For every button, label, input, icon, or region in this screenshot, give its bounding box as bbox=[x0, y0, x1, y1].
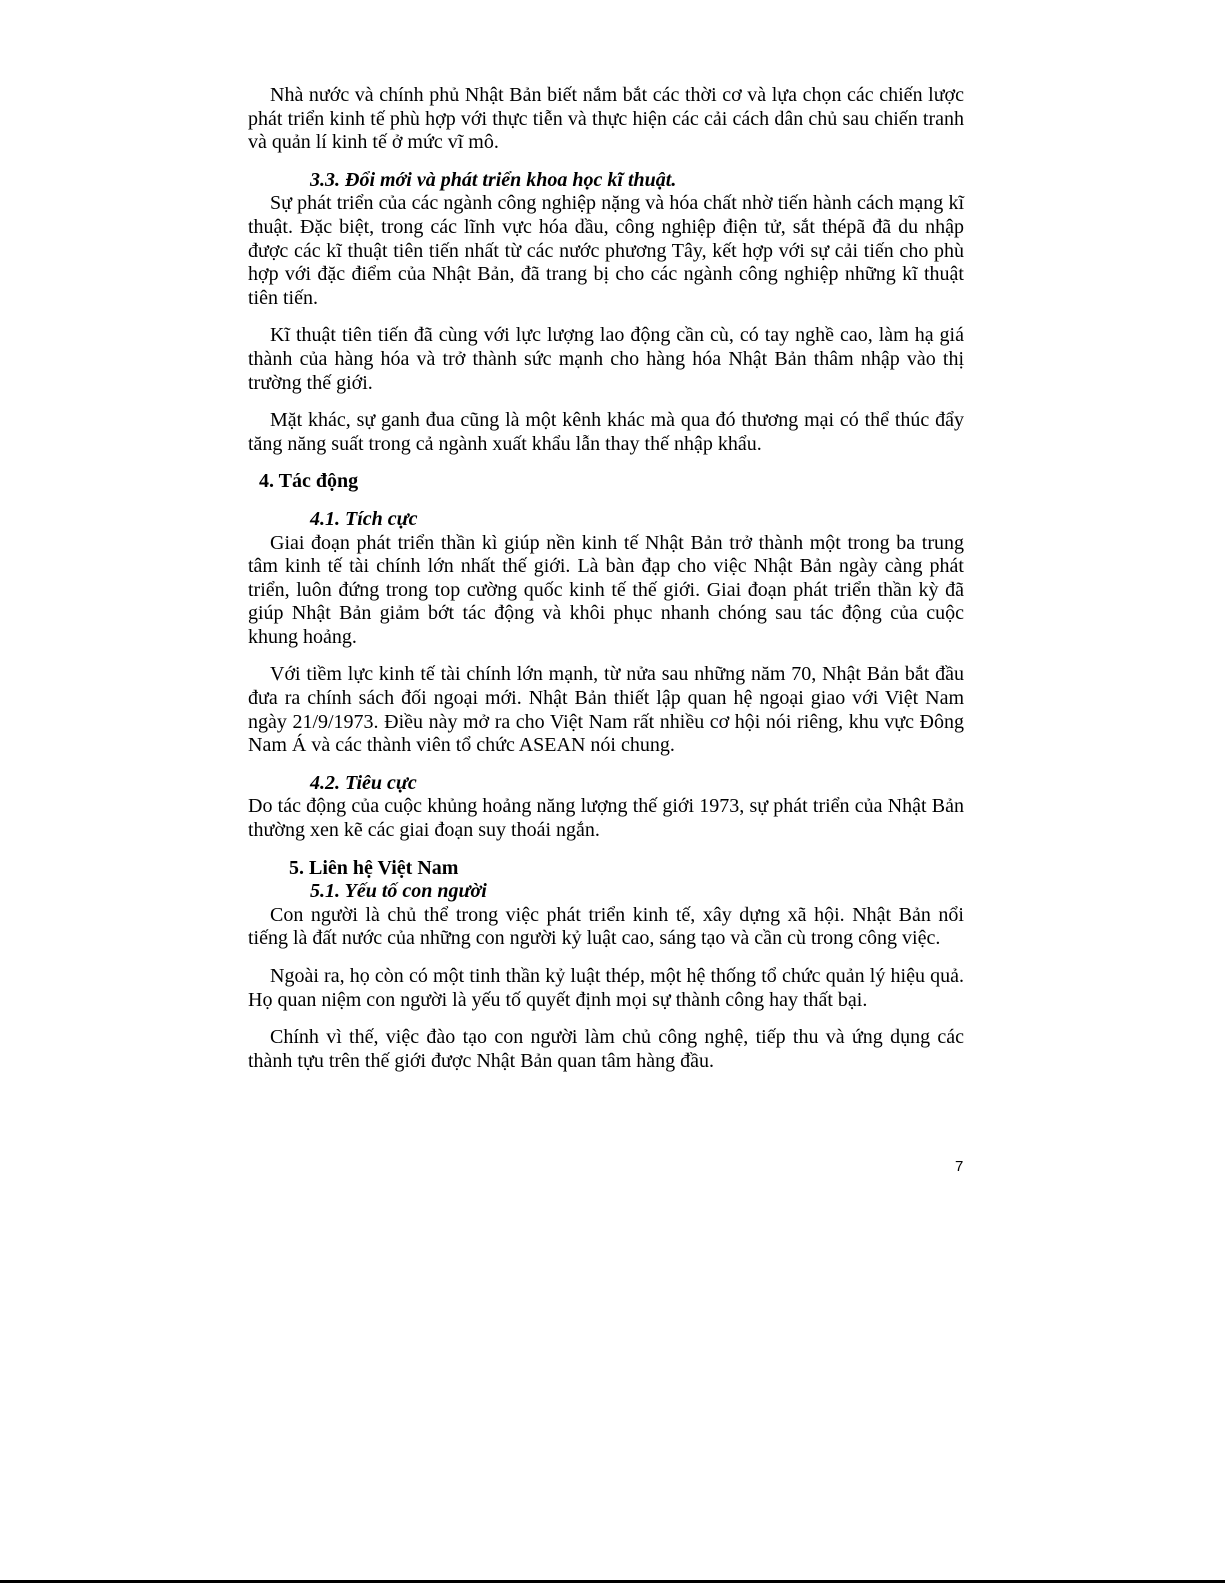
paragraph-5-1-c: Chính vì thế, việc đào tạo con người làm chủ công nghệ, tiếp thu và ứng dụng các thành tựu trên thế giới được Nhật Bản quan tâm hàng đầu. bbox=[248, 1026, 964, 1072]
paragraph-4-1-a: Giai đoạn phát triển thần kì giúp nền kinh tế Nhật Bản trở thành một trong ba trung tâm kinh tế tài chính lớn nhất thế giới. Là bàn đạp cho việc Nhật Bản ngày càng phát triển, luôn đứng trong top cường quốc kinh tế thế giới. Giai đoạn phát triển thần kỳ đã giúp Nhật Bản giảm bớt tác động và khôi phục nhanh chóng sau tác động của cuộc khung hoảng. bbox=[248, 531, 964, 648]
heading-3-3: 3.3. Đổi mới và phát triển khoa học kĩ thuật. bbox=[310, 168, 677, 191]
paragraph-3-3-b: Kĩ thuật tiên tiến đã cùng với lực lượng lao động cần cù, có tay nghề cao, làm hạ giá thành của hàng hóa và trở thành sức mạnh cho hàng hóa Nhật Bản thâm nhập vào thị trường thế giới. bbox=[248, 324, 964, 394]
heading-4: 4. Tác động bbox=[259, 470, 359, 493]
heading-5: 5. Liên hệ Việt Nam bbox=[289, 856, 459, 879]
document-page bbox=[248, 84, 964, 1073]
paragraph-3-3-c: Mặt khác, sự ganh đua cũng là một kênh khác mà qua đó thương mại có thể thúc đẩy tăng năng suất trong cả ngành xuất khẩu lẫn thay thế nhập khẩu. bbox=[248, 409, 964, 455]
paragraph-5-1-b: Ngoài ra, họ còn có một tinh thần kỷ luật thép, một hệ thống tổ chức quản lý hiệu quả. Họ quan niệm con người là yếu tố quyết định mọi sự thành công hay thất bại. bbox=[248, 965, 964, 1011]
heading-4-2: 4.2. Tiêu cực bbox=[310, 771, 417, 794]
paragraph-4-1-b: Với tiềm lực kinh tế tài chính lớn mạnh, từ nửa sau những năm 70, Nhật Bản bắt đầu đưa ra chính sách đối ngoại mới. Nhật Bản thiết lập quan hệ ngoại giao với Việt Nam ngày 21/9/1973. Điều này mở ra cho Việt Nam rất nhiều cơ hội nói riêng, khu vực Đông Nam Á và các thành viên tổ chức ASEAN nói chung. bbox=[248, 663, 964, 757]
paragraph-4-2: Do tác động của cuộc khủng hoảng năng lượng thế giới 1973, sự phát triển của Nhật Bản thường xen kẽ các giai đoạn suy thoái ngắn. bbox=[248, 795, 964, 842]
paragraph-3-3-a: Sự phát triển của các ngành công nghiệp nặng và hóa chất nhờ tiến hành cách mạng kĩ thuật. Đặc biệt, trong các lĩnh vực hóa dầu, công nghiệp điện tử, sắt thépã đã du nhập được các kĩ thuật tiên tiến nhất từ các nước phương Tây, kết hợp với sự cải tiến cho phù hợp với đặc điểm của Nhật Bản, đã trang bị cho các ngành công nghiệp những kĩ thuật tiên tiến. bbox=[248, 192, 964, 309]
paragraph-intro: Nhà nước và chính phủ Nhật Bản biết nắm bắt các thời cơ và lựa chọn các chiến lược phát triển kinh tế phù hợp với thực tiễn và thực hiện các cải cách dân chủ sau chiến tranh và quản lí kinh tế ở mức vĩ mô. bbox=[248, 84, 964, 154]
page-number: 7 bbox=[955, 1158, 964, 1175]
heading-5-1: 5.1. Yếu tố con người bbox=[310, 880, 487, 903]
heading-4-1: 4.1. Tích cực bbox=[310, 507, 418, 530]
paragraph-5-1-a: Con người là chủ thể trong việc phát triển kinh tế, xây dựng xã hội. Nhật Bản nổi tiếng là đất nước của những con người kỷ luật cao, sáng tạo và cần cù trong công việc. bbox=[248, 903, 964, 950]
bottom-divider bbox=[0, 1580, 1225, 1583]
